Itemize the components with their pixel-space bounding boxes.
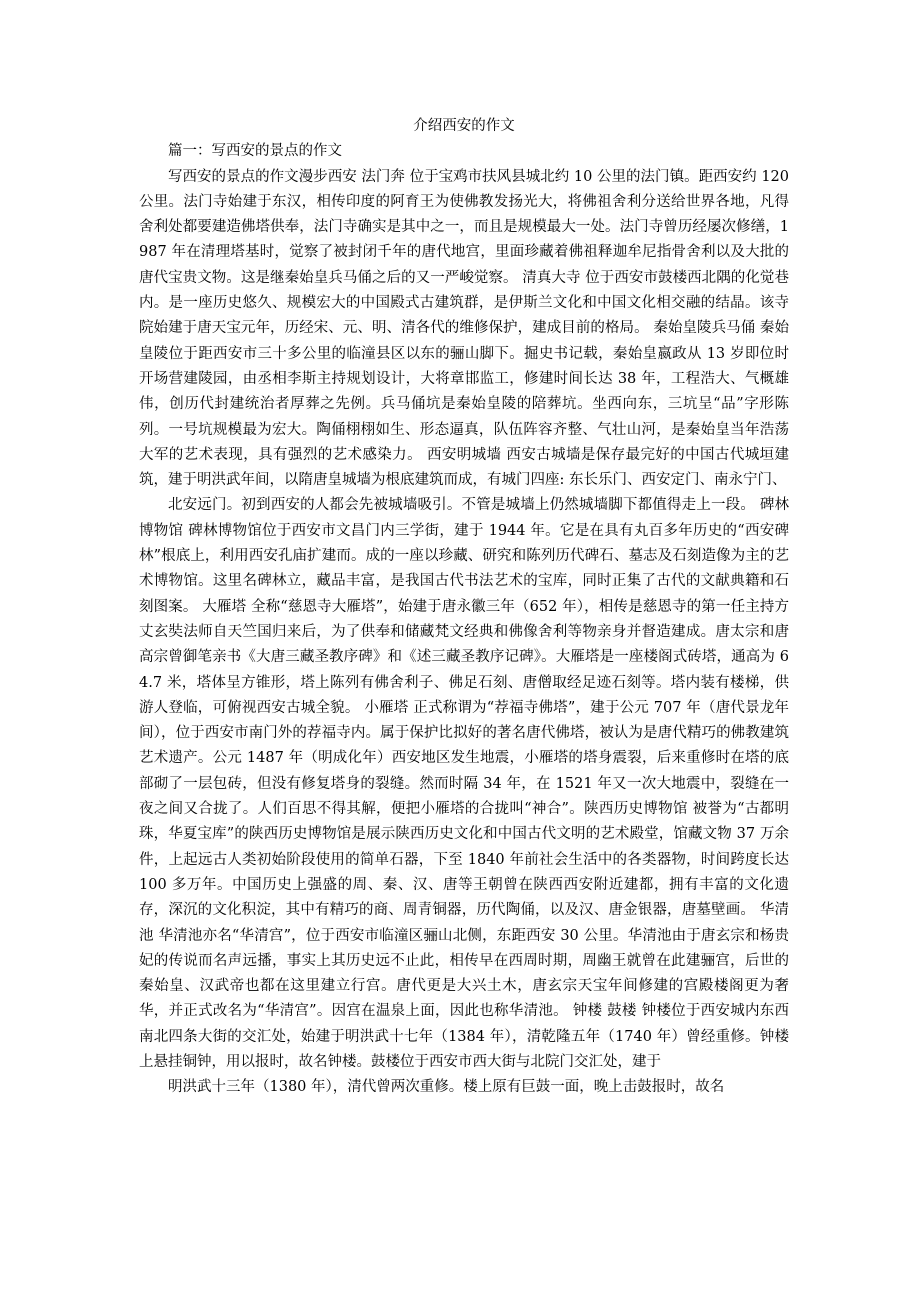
section-heading: 篇一：写西安的景点的作文	[168, 143, 342, 160]
document-page	[139, 114, 789, 1101]
paragraph-2: 北安远门。初到西安的人都会先被城墙吸引。不管是城墙上仍然城墙脚下都值得走上一段。 碑林博物馆 碑林博物馆位于西安市文昌门内三学街，建于 1944 年。它是在具有丸百多年历史的“西安碑林”根底上，利用西安孔庙扩建而。成的一座以珍藏、研究和陈列历代碑石、墓志及石刻造像为主的艺术博物馆。这里名碑林立，藏品丰富，是我国古代书法艺术的宝库，同时正集了古代的文献典籍和石刻图案。 大雁塔 全称“慈恩寺大雁塔”，始建于唐永徽三年（652 年），相传是慈恩寺的第一任主持方丈玄奘法师自天竺国归来后，为了供奉和储藏梵文经典和佛像舍利等物亲身并督造建成。唐太宗和唐高宗曾御笔亲书《大唐三藏圣教序碑》和《述三藏圣教序记碑》。大雁塔是一座楼阁式砖塔，通高为 64.7 米，塔体呈方锥形，塔上陈列有佛舍利子、佛足石刻、唐僧取经足迹石刻等。塔内装有楼梯，供游人登临，可俯视西安古城全貌。 小雁塔 正式称谓为“荐福寺佛塔”，建于公元 707 年（唐代景龙年间），位于西安市南门外的荐福寺内。属于保护比拟好的著名唐代佛塔，被认为是唐代精巧的佛教建筑艺术遗产。公元 1487 年（明成化年）西安地区发生地震，小雁塔的塔身震裂，后来重修时在塔的底部砌了一层包砖，但没有修复塔身的裂缝。然而时隔 34 年，在 1521 年又一次大地震中，裂缝在一夜之间又合拢了。人们百思不得其解，便把小雁塔的合拢叫“神合”。陕西历史博物馆 被誉为“古都明珠，华夏宝库”的陕西历史博物馆是展示陕西历史文化和中国古代文明的艺术殿堂，馆藏文物 37 万余件，上起远古人类初始阶段使用的简单石器，下至 1840 年前社会生活中的各类器物，时间跨度长达 100 多万年。中国历史上强盛的周、秦、汉、唐等王朝曾在陕西西安附近建都，拥有丰富的文化遗存，深沉的文化积淀，其中有精巧的商、周青铜器，历代陶俑，以及汉、唐金银器，唐墓壁画。 华清池 华清池亦名“华清宫”，位于西安市临潼区骊山北侧，东距西安 30 公里。华清池由于唐玄宗和杨贵妃的传说而名声远播，事实上其历史远不止此，相传早在西周时期，周幽王就曾在此建骊宫，后世的秦始皇、汉武帝也都在这里建立行宫。唐代更是大兴土木，唐玄宗天宝年间修建的宫殿楼阁更为奢华，并正式改名为“华清宫”。因宫在温泉上面，因此也称华清池。 钟楼 鼓楼 钟楼位于西安城内东西南北四条大街的交汇处，始建于明洪武十七年（1384 年），清乾隆五年（1740 年）曾经重修。钟楼上悬挂铜钟，用以报时，故名钟楼。鼓楼位于西安市西大街与北院门交汇处，建于	[139, 497, 789, 1070]
paragraph-1: 写西安的景点的作文漫步西安 法门奔 位于宝鸡市扶风县城北约 10 公里的法门镇。距西安约 120 公里。法门寺始建于东汉，相传印度的阿育王为使佛教发扬光大，将佛祖舍利分送给世界各地，凡得舍利处都要建造佛塔供奉，法门寺确实是其中之一，而且是规模最大一处。法门寺曾历经屡次修缮，1987 年在清理塔基时，觉察了被封闭千年的唐代地宫，里面珍藏着佛祖释迦牟尼指骨舍利以及大批的唐代宝贵文物。这是继秦始皇兵马俑之后的又一严峻觉察。 清真大寺 位于西安市鼓楼西北隅的化觉巷内。是一座历史悠久、规模宏大的中国殿式古建筑群，是伊斯兰文化和中国文化相交融的结晶。该寺院始建于唐天宝元年，历经宋、元、明、清各代的维修保护，建成目前的格局。 秦始皇陵兵马俑 秦始皇陵位于距西安市三十多公里的临潼县区以东的骊山脚下。掘史书记载，秦始皇嬴政从 13 岁即位时开场营建陵园，由丞相李斯主持规划设计，大将章邯监工，修建时间长达 38 年，工程浩大、气概雄伟，创历代封建统治者厚葬之先例。兵马俑坑是秦始皇陵的陪葬坑。坐西向东，三坑呈“品”字形陈列。一号坑规模最为宏大。陶俑栩栩如生、形态逼真，队伍阵容齐整、气壮山河，是秦始皇当年浩荡大军的艺术表现，具有强烈的艺术感染力。 西安明城墙 西安古城墙是保存最完好的中国古代城垣建筑，建于明洪武年间，以隋唐皇城墙为根底建筑而成，有城门四座: 东长乐门、西安定门、南永宁门、	[139, 168, 789, 489]
paragraph-3: 明洪武十三年（1380 年），清代曾两次重修。楼上原有巨鼓一面，晚上击鼓报时，故名	[168, 1079, 725, 1096]
document-title: 介绍西安的作文	[413, 118, 515, 134]
